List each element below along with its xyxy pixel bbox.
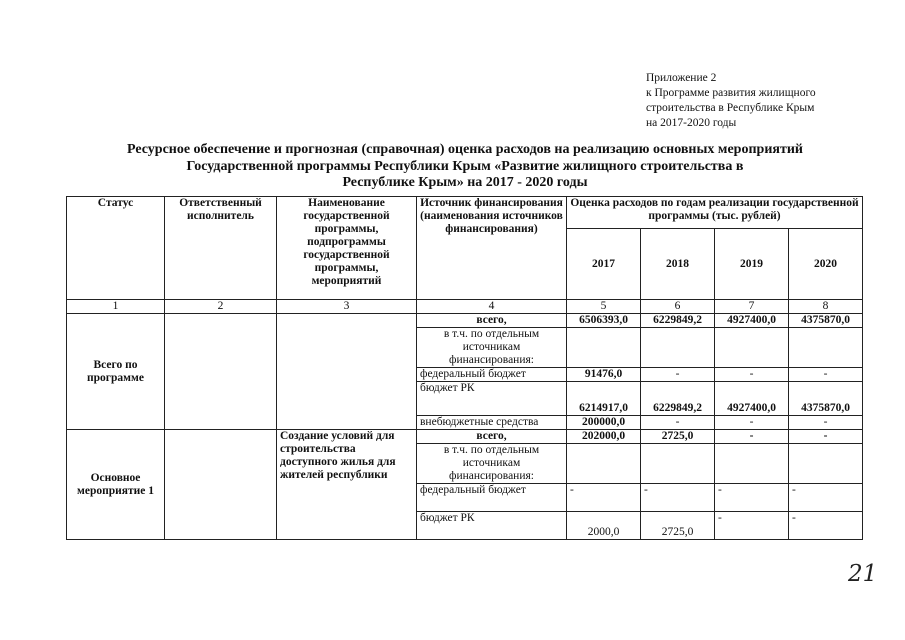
source-cell: всего, [417, 430, 567, 444]
executor-cell [165, 430, 277, 540]
title-line: Государственной программы Республики Крым «Развитие жилищного строительства в [186, 158, 744, 174]
value-cell [789, 444, 863, 484]
value-cell [567, 328, 641, 368]
appendix-note [646, 71, 816, 131]
value-cell [641, 444, 715, 484]
value-cell: 2725,0 [641, 430, 715, 444]
value-cell: - [789, 430, 863, 444]
value-cell: - [715, 368, 789, 382]
column-number: 4 [417, 300, 567, 314]
value-cell [789, 328, 863, 368]
value-cell: - [789, 512, 863, 540]
appendix-line: Приложение 2 [646, 72, 717, 84]
page-number: 21 [848, 561, 878, 587]
value-cell: - [641, 484, 715, 512]
value-cell [715, 444, 789, 484]
source-cell: федеральный бюджет [417, 484, 567, 512]
source-cell: в т.ч. по отдельным источникам финансирования: [417, 328, 567, 368]
value-cell: 200000,0 [567, 416, 641, 430]
value-cell: - [641, 368, 715, 382]
resource-table [66, 196, 863, 540]
column-number-row [67, 300, 863, 314]
source-cell: всего, [417, 314, 567, 328]
year-header: 2019 [715, 229, 789, 300]
source-cell: федеральный бюджет [417, 368, 567, 382]
header-status: Статус [67, 197, 165, 300]
value-cell [641, 328, 715, 368]
table-row [67, 314, 863, 328]
column-number: 5 [567, 300, 641, 314]
source-cell: бюджет РК [417, 512, 567, 540]
value-cell: 4375870,0 [789, 314, 863, 328]
program-name-cell [277, 314, 417, 430]
header-program-name: Наименование государственной программы, подпрограммы государственной программы, мероприятий [277, 197, 417, 300]
column-number: 1 [67, 300, 165, 314]
year-header: 2017 [567, 229, 641, 300]
header-estimate: Оценка расходов по годам реализации государственной программы (тыс. рублей) [567, 197, 863, 229]
source-cell: бюджет РК [417, 382, 567, 416]
year-header: 2018 [641, 229, 715, 300]
value-cell: - [715, 512, 789, 540]
appendix-line: строительства в Республике Крым [646, 102, 815, 114]
value-cell: 4927400,0 [715, 382, 789, 416]
value-cell: - [715, 484, 789, 512]
value-cell [715, 328, 789, 368]
executor-cell [165, 314, 277, 430]
value-cell [567, 444, 641, 484]
table-row [67, 430, 863, 444]
column-number: 8 [789, 300, 863, 314]
status-cell: Всего по программе [67, 314, 165, 430]
value-cell: 4375870,0 [789, 382, 863, 416]
program-name-cell: Создание условий для строительства доступного жилья для жителей республики [277, 430, 417, 540]
value-cell: - [715, 430, 789, 444]
value-cell: - [567, 484, 641, 512]
document-title [60, 142, 870, 192]
value-cell: 4927400,0 [715, 314, 789, 328]
column-number: 6 [641, 300, 715, 314]
value-cell: - [641, 416, 715, 430]
source-cell: в т.ч. по отдельным источникам финансирования: [417, 444, 567, 484]
source-cell: внебюджетные средства [417, 416, 567, 430]
appendix-line: к Программе развития жилищного [646, 87, 816, 99]
status-cell: Основное мероприятие 1 [67, 430, 165, 540]
value-cell: 91476,0 [567, 368, 641, 382]
value-cell: 6214917,0 [567, 382, 641, 416]
value-cell: 2725,0 [641, 512, 715, 540]
header-source: Источник финансирования (наименования источников финансирования) [417, 197, 567, 300]
value-cell: 202000,0 [567, 430, 641, 444]
value-cell: 6229849,2 [641, 314, 715, 328]
column-number: 7 [715, 300, 789, 314]
value-cell: - [789, 484, 863, 512]
value-cell: 6506393,0 [567, 314, 641, 328]
value-cell: - [715, 416, 789, 430]
value-cell: - [789, 368, 863, 382]
value-cell: 6229849,2 [641, 382, 715, 416]
header-executor: Ответственный исполнитель [165, 197, 277, 300]
year-header: 2020 [789, 229, 863, 300]
title-line: Республике Крым» на 2017 - 2020 годы [342, 175, 588, 190]
column-number: 3 [277, 300, 417, 314]
value-cell: - [789, 416, 863, 430]
title-line: Ресурсное обеспечение и прогнозная (справочная) оценка расходов на реализацию основных мероприятий [127, 142, 803, 157]
header-row [67, 197, 863, 229]
appendix-line: на 2017-2020 годы [646, 117, 737, 129]
value-cell: 2000,0 [567, 512, 641, 540]
column-number: 2 [165, 300, 277, 314]
